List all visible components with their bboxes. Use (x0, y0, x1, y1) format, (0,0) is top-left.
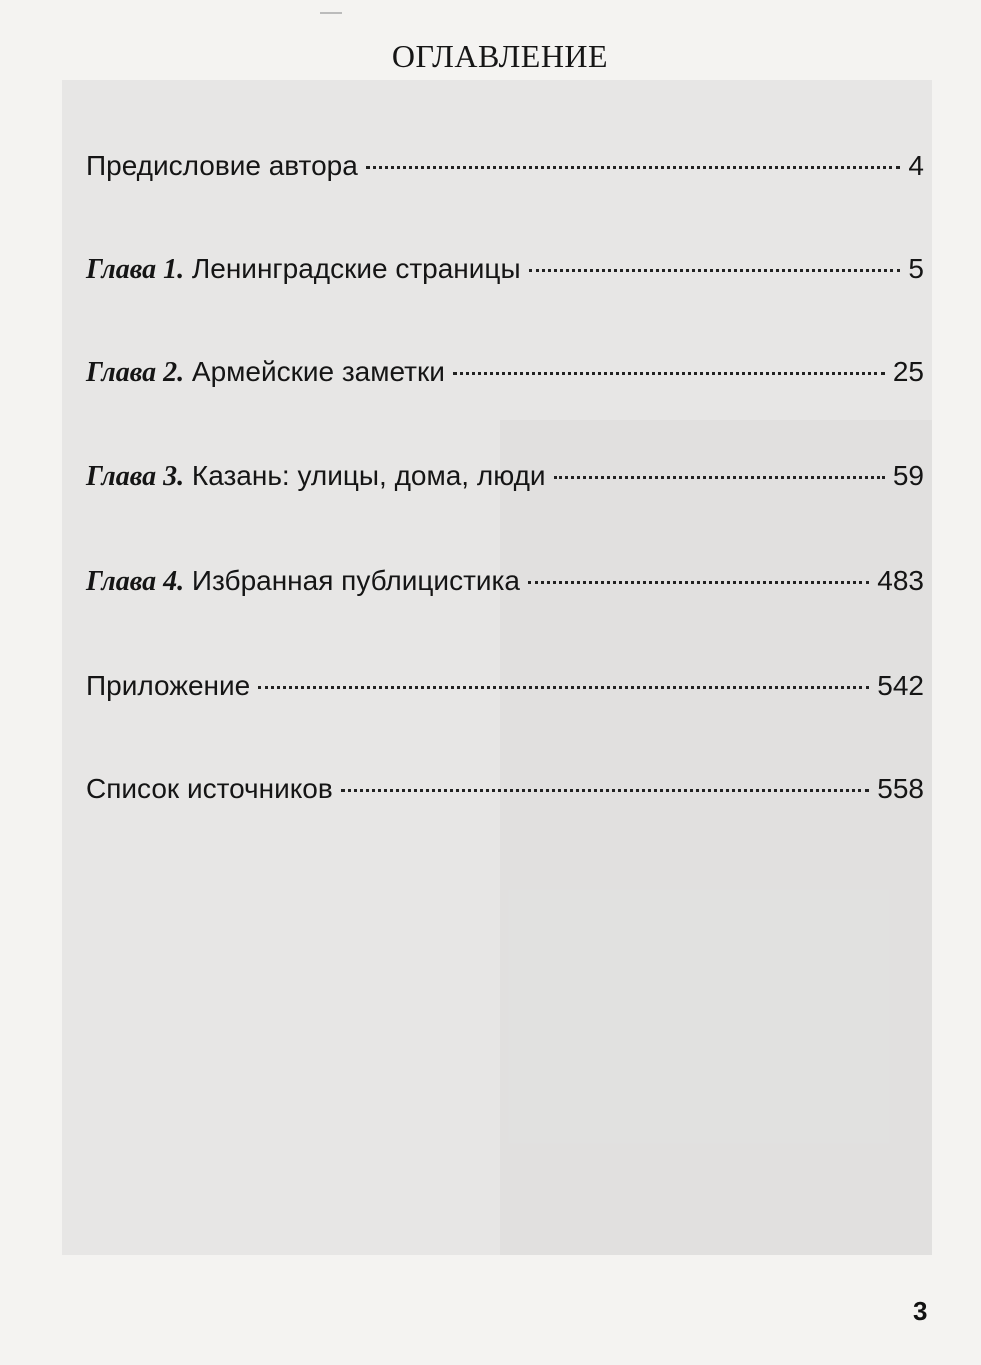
toc-entry-preface (86, 150, 924, 182)
dot-leader (528, 581, 869, 584)
chapter-number: Глава 1. (86, 254, 185, 285)
toc-entry-page: 59 (892, 460, 924, 491)
toc-entry-page: 542 (877, 670, 924, 701)
chapter-number: Глава 3. (86, 461, 185, 492)
chapter-number: Глава 4. (86, 566, 185, 597)
toc-entry-page: 483 (877, 565, 924, 596)
toc-entry-label: Глава 4. Избранная публицистика (86, 565, 520, 597)
toc-entry-page: 25 (892, 356, 924, 387)
page-number: 3 (913, 1296, 928, 1326)
toc-entry-page: 5 (908, 253, 924, 284)
toc-entry-chapter-3 (86, 460, 924, 493)
dot-leader (258, 686, 869, 689)
toc-entry-label: Предисловие автора (86, 150, 358, 181)
show-through-background-lower (500, 420, 932, 1255)
toc-entry-chapter-4 (86, 565, 924, 598)
toc-entry-chapter-1 (86, 253, 924, 286)
toc-entry-label: Приложение (86, 670, 251, 701)
dot-leader (529, 269, 901, 272)
toc-entry-page: 4 (908, 150, 924, 181)
page-title: ОГЛАВЛЕНИЕ (391, 38, 609, 74)
toc-entry-appendix (86, 670, 924, 702)
dot-leader (341, 789, 870, 792)
dot-leader (366, 166, 901, 169)
chapter-number: Глава 2. (86, 357, 185, 388)
toc-entry-chapter-2 (86, 356, 924, 389)
toc-entry-label: Глава 1. Ленинградские страницы (86, 253, 521, 285)
toc-entry-label: Глава 3. Казань: улицы, дома, люди (86, 460, 546, 492)
toc-entry-page: 558 (877, 773, 924, 804)
toc-entry-label: Глава 2. Армейские заметки (86, 356, 445, 388)
dot-leader (453, 372, 885, 375)
top-mark (320, 12, 342, 14)
toc-entry-sources (86, 773, 924, 805)
dot-leader (554, 476, 885, 479)
toc-entry-label: Список источников (86, 773, 333, 804)
